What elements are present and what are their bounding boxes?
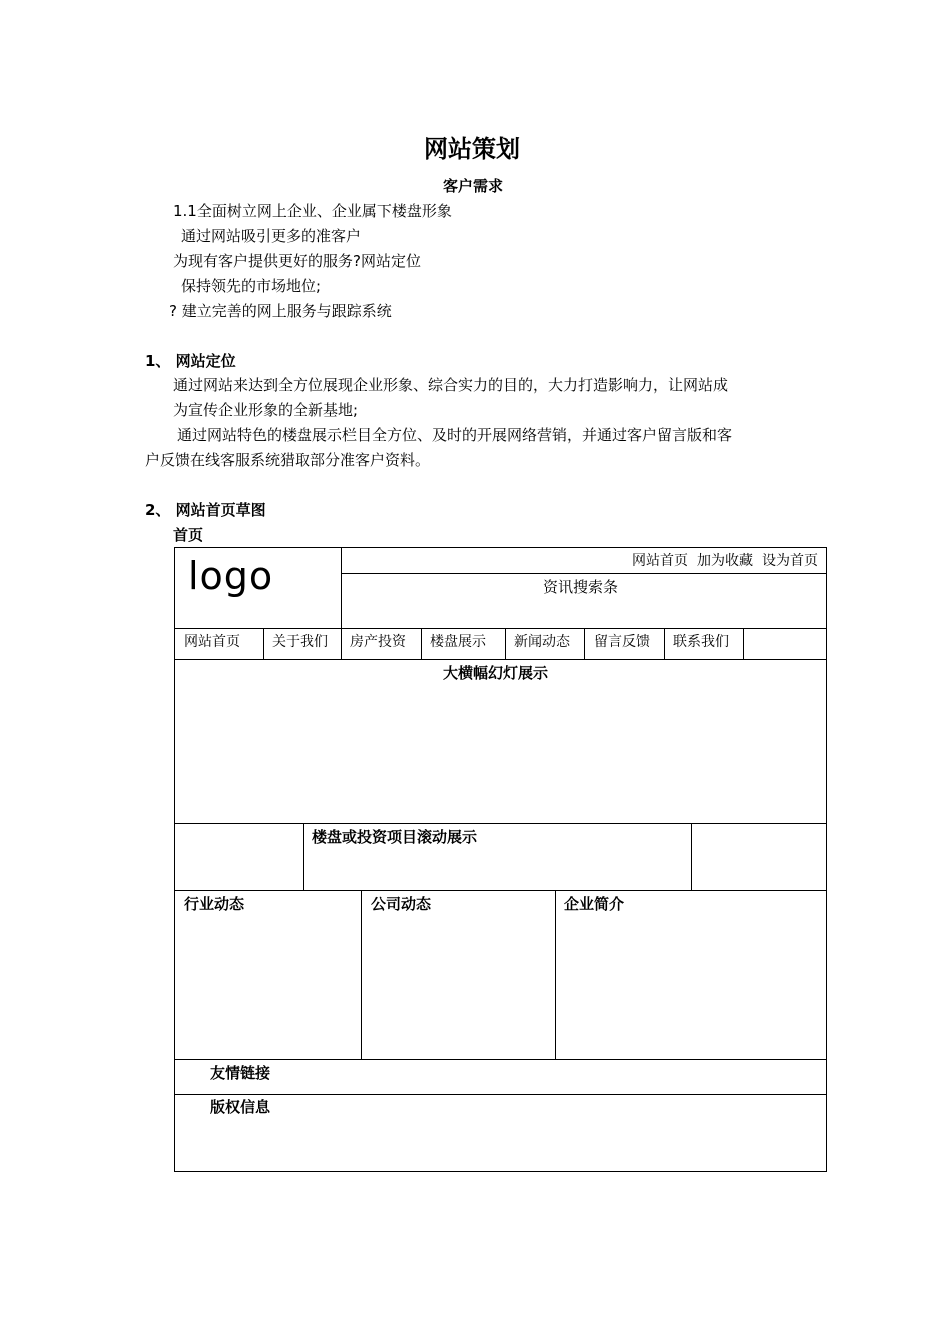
sketch-company-intro: 企业简介 <box>564 895 625 913</box>
sketch-divider <box>303 823 304 890</box>
sketch-copyright: 版权信息 <box>210 1098 271 1116</box>
req-line-5: ? 建立完善的网上服务与跟踪系统 <box>169 302 392 320</box>
section1-p2-line1: 通过网站特色的楼盘展示栏目全方位、及时的开展网络营销，并通过客户留言版和客 <box>177 426 733 444</box>
section2-heading: 2、 网站首页草图 <box>145 501 266 519</box>
sketch-company-news: 公司动态 <box>371 895 432 913</box>
sketch-divider <box>584 628 585 659</box>
sketch-divider <box>555 890 556 1059</box>
sketch-divider <box>341 628 342 659</box>
sketch-industry-news: 行业动态 <box>184 895 245 913</box>
section1-p2-line2: 户反馈在线客服系统猎取部分准客户资料。 <box>145 451 431 469</box>
sketch-divider <box>174 659 827 660</box>
sketch-nav-news[interactable]: 新闻动态 <box>514 634 570 650</box>
sketch-divider <box>263 628 264 659</box>
sketch-divider <box>174 823 827 824</box>
req-line-3: 为现有客户提供更好的服务?网站定位 <box>173 252 421 270</box>
sketch-nav-feedback[interactable]: 留言反馈 <box>594 634 650 650</box>
sketch-nav-contact[interactable]: 联系我们 <box>673 634 729 650</box>
req-line-4: 保持领先的市场地位; <box>181 277 322 295</box>
sketch-nav-home[interactable]: 网站首页 <box>184 634 240 650</box>
req-line-2: 通过网站吸引更多的准客户 <box>181 227 362 245</box>
sketch-top-link-bookmark[interactable]: 加为收藏 <box>697 553 753 569</box>
sketch-divider <box>691 823 692 890</box>
sketch-top-link-sethome[interactable]: 设为首页 <box>762 553 818 569</box>
page-title: 网站策划 <box>424 134 520 163</box>
sketch-nav-about[interactable]: 关于我们 <box>272 634 328 650</box>
sketch-divider <box>174 1094 827 1095</box>
sketch-divider <box>743 628 744 659</box>
sketch-banner: 大横幅幻灯展示 <box>443 664 549 682</box>
sketch-friend-links: 友情链接 <box>210 1064 271 1082</box>
sketch-nav-properties[interactable]: 楼盘展示 <box>430 634 486 650</box>
sketch-top-link-home[interactable]: 网站首页 <box>632 553 688 569</box>
section1-p1-line2: 为宣传企业形象的全新基地; <box>173 401 359 419</box>
sketch-divider <box>664 628 665 659</box>
section1-p1-line1: 通过网站来达到全方位展现企业形象、综合实力的目的，大力打造影响力，让网站成 <box>173 376 729 394</box>
sketch-divider <box>174 628 827 629</box>
sketch-nav-invest[interactable]: 房产投资 <box>350 634 406 650</box>
sketch-top-links <box>632 554 818 568</box>
sketch-divider <box>361 890 362 1059</box>
section2-sub: 首页 <box>173 526 204 544</box>
sketch-divider <box>421 628 422 659</box>
sketch-logo: logo <box>188 554 274 598</box>
sketch-divider <box>505 628 506 659</box>
sketch-divider <box>174 1059 827 1060</box>
subtitle: 客户需求 <box>443 177 504 195</box>
sketch-divider <box>174 890 827 891</box>
sketch-search-bar: 资讯搜索条 <box>543 578 619 596</box>
sketch-divider <box>341 547 342 629</box>
section1-heading: 1、 网站定位 <box>145 352 236 370</box>
sketch-divider <box>341 573 827 574</box>
sketch-scroll-showcase: 楼盘或投资项目滚动展示 <box>312 828 478 846</box>
req-line-1: 1.1全面树立网上企业、企业属下楼盘形象 <box>173 202 452 220</box>
